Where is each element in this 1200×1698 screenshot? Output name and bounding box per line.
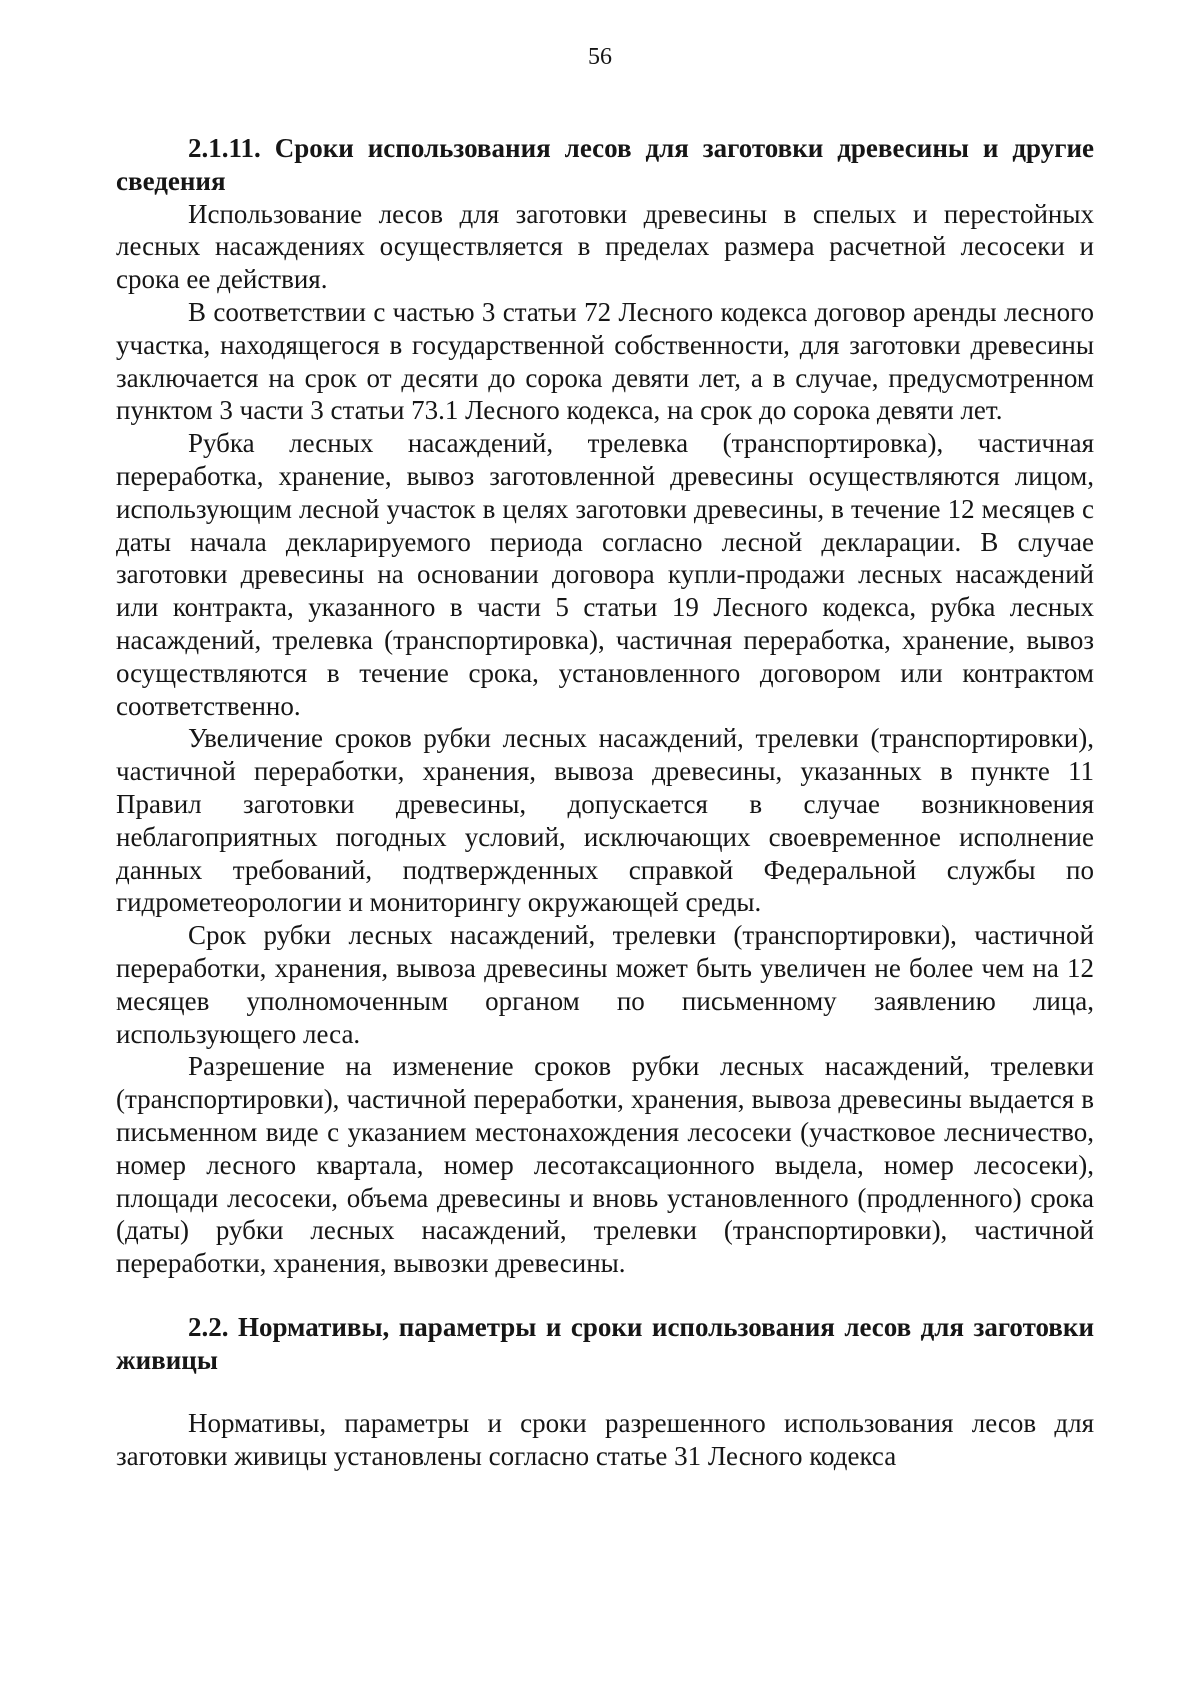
paragraph: Нормативы, параметры и сроки разрешенного использования лесов для заготовки живицы установлены согласно статье 31 Лесного кодекса xyxy=(116,1408,1094,1472)
paragraph: Рубка лесных насаждений, трелевка (транспортировка), частичная переработка, хранение, вывоз заготовленной древесины осуществляются лицом, использующим лесной участок в целях заготовки древесины, в течение 12 месяцев с даты начала декларируемого периода согласно лесной декларации. В случае заготовки древесины на основании договора купли-продажи лесных насаждений или контракта, указанного в части 5 статьи 19 Лесного кодекса, рубка лесных насаждений, трелевка (транспортировка), частичная переработка, хранение, вывоз осуществляются в течение срока, установленного договором или контрактом соответственно. xyxy=(116,428,1094,721)
paragraph: Увеличение сроков рубки лесных насаждений, трелевки (транспортировки), частичной переработки, хранения, вывоза древесины, указанных в пункте 11 Правил заготовки древесины, допускается в случае возникновения неблагоприятных погодных условий, исключающих своевременное исполнение данных требований, подтвержденных справкой Федеральной службы по гидрометеорологии и мониторингу окружающей среды. xyxy=(116,723,1094,918)
paragraph: В соответствии с частью 3 статьи 72 Лесного кодекса договор аренды лесного участка, находящегося в государственной собственности, для заготовки древесины заключается на срок от десяти до сорока девяти лет, а в случае, предусмотренном пунктом 3 части 3 статьи 73.1 Лесного кодекса, на срок до сорока девяти лет. xyxy=(116,296,1094,426)
paragraph: Использование лесов для заготовки древесины в спелых и перестойных лесных насаждениях осуществляется в пределах размера расчетной лесосеки и срока ее действия. xyxy=(116,198,1094,295)
section-heading-2-1-11: 2.1.11. Сроки использования лесов для заготовки древесины и другие сведения xyxy=(116,133,1094,196)
page-number: 56 xyxy=(588,44,612,70)
document-body xyxy=(116,132,1094,1473)
section-heading-2-2: 2.2. Нормативы, параметры и сроки использования лесов для заготовки живицы xyxy=(116,1311,1094,1375)
paragraph: Разрешение на изменение сроков рубки лесных насаждений, трелевки (транспортировки), частичной переработки, хранения, вывоза древесины выдается в письменном виде с указанием местонахождения лесосеки (участковое лесничество, номер лесного квартала, номер лесотаксационного выдела, номер лесосеки), площади лесосеки, объема древесины и вновь установленного (продленного) срока (даты) рубки лесных насаждений, трелевки (транспортировки), частичной переработки, хранения, вывозки древесины. xyxy=(116,1051,1094,1279)
paragraph: Срок рубки лесных насаждений, трелевки (транспортировки), частичной переработки, хранения, вывоза древесины может быть увеличен не более чем на 12 месяцев уполномоченным органом по письменному заявлению лица, использующего леса. xyxy=(116,920,1094,1049)
